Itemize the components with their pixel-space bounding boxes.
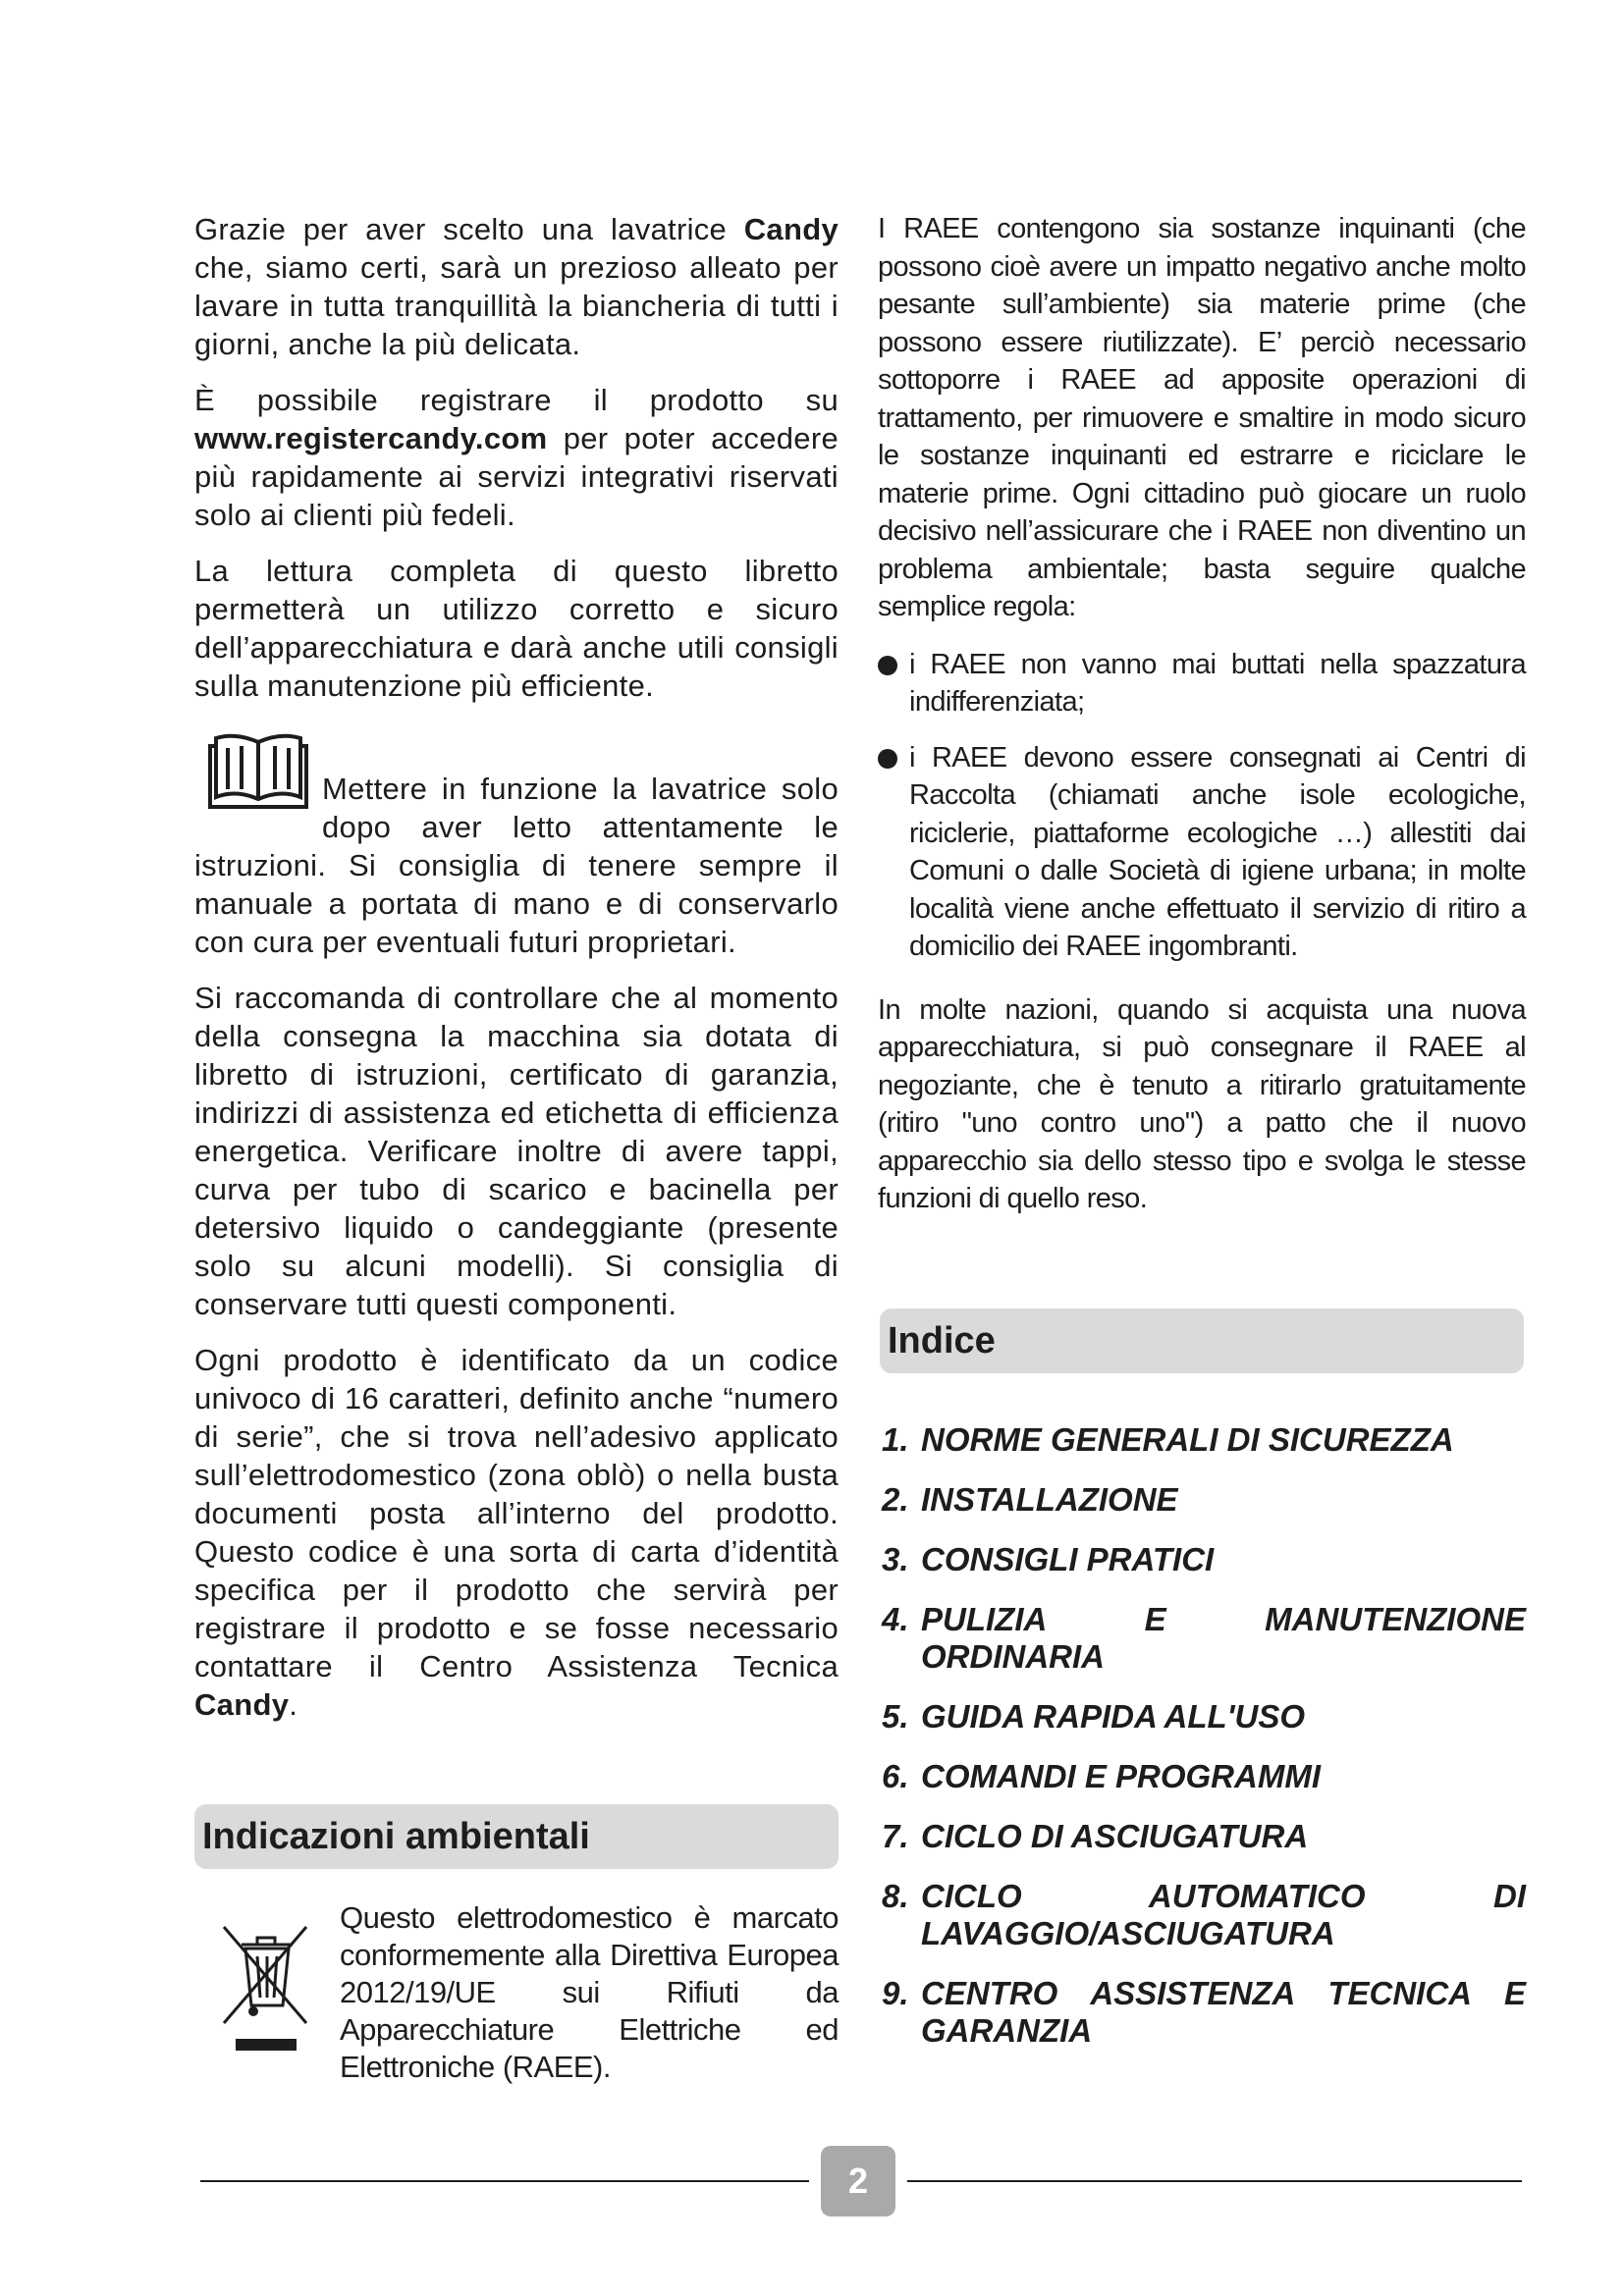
- page-number: 2: [821, 2146, 895, 2216]
- toc-item[interactable]: 9. CENTRO ASSISTENZA TECNICA E GARANZIA: [882, 1975, 1526, 2049]
- raee-intro-paragraph: I RAEE contengono sia sostanze inquinanti (che possono cioè avere un impatto negativo anche molto pesante sull’ambiente) sia materie prime (che possono essere riutilizzate). E’ perciò necessario sottoporre i RAEE ad apposite operazioni di trattamento, per rimuovere e smaltire in modo sicuro le sostanze inquinanti ed estrarre e riciclare le materie prime. Ogni cittadino può giocare un ruolo decisivo nell’assicurare che i RAEE non diventino un problema ambientale; basta seguire qualche semplice regola:: [878, 213, 1526, 622]
- raee-rules-list: [878, 646, 1526, 966]
- toc-item[interactable]: 4. PULIZIA E MANUTENZIONE ORDINARIA: [882, 1601, 1526, 1675]
- toc-item[interactable]: 7. CICLO DI ASCIUGATURA: [882, 1818, 1309, 1854]
- bullet-icon: [878, 656, 897, 675]
- list-item: i RAEE devono essere consegnati ai Centri di Raccolta (chiamati anche isole ecologiche, riciclerie, piattaforme ecologiche …) allestiti dai Comuni o dalle Società di igiene urbana; in molte località viene anche effettuato il servizio di ritiro a domicilio dei RAEE ingombranti.: [878, 739, 1526, 966]
- register-url[interactable]: www.registercandy.com: [194, 421, 548, 455]
- toc-item[interactable]: 3. CONSIGLI PRATICI: [882, 1541, 1215, 1577]
- toc-item[interactable]: 5. GUIDA RAPIDA ALL'USO: [882, 1698, 1306, 1735]
- manual-note-text: Mettere in funzione la lavatrice solo dopo aver letto attentamente le istruzioni. Si consiglia di tenere sempre il manuale a portata di mano e di conservarlo con cura per eventuali futuri proprietari.: [194, 772, 839, 959]
- environment-text: Questo elettrodomestico è marcato conformemente alla Direttiva Europea 2012/19/UE sui Rifiuti da Apparecchiature Elettriche ed Elettroniche (RAEE).: [340, 1900, 839, 2084]
- register-paragraph: È possibile registrare il prodotto su www.registercandy.com per poter accedere più rapidamente ai servizi integrativi riservati solo ai clienti più fedeli.: [194, 383, 839, 532]
- right-column: [878, 210, 1526, 1238]
- footer-divider-right: [907, 2180, 1522, 2182]
- table-of-contents: [882, 1421, 1526, 2072]
- toc-item[interactable]: 2. INSTALLAZIONE: [882, 1481, 1178, 1518]
- brand-name: Candy: [194, 1687, 290, 1722]
- index-heading: Indice: [880, 1308, 1524, 1373]
- reading-paragraph: La lettura completa di questo libretto permetterà un utilizzo corretto e sicuro dell’apparecchiatura e darà anche utili consigli sulla manutenzione più efficiente.: [194, 554, 839, 703]
- bullet-icon: [878, 749, 897, 769]
- toc-item[interactable]: 1. NORME GENERALI DI SICUREZZA: [882, 1421, 1454, 1458]
- toc-item[interactable]: 8. CICLO AUTOMATICO DI LAVAGGIO/ASCIUGATURA: [882, 1878, 1526, 1951]
- crossed-out-bin-icon: [218, 1919, 312, 2056]
- serial-number-paragraph: Ogni prodotto è identificato da un codice univoco di 16 caratteri, definito anche “numero di serie”, che si trova nell’adesivo applicato sull’elettrodomestico (zona oblò) o nella busta documenti posta all’interno del prodotto. Questo codice è una sorta di carta d’identità specifica per il prodotto che servirà per registrare il prodotto e se fosse necessario contattare il Centro Assistenza Tecnica Candy.: [194, 1343, 839, 1722]
- left-column: [194, 210, 839, 1741]
- open-book-icon: [206, 728, 310, 811]
- retailer-paragraph: In molte nazioni, quando si acquista una nuova apparecchiatura, si può consegnare il RAEE al negoziante, che è tenuto a ritirarlo gratuitamente (ritiro "uno contro uno") a patto che il nuovo apparecchio sia dello stesso tipo e svolga le stesse funzioni di quello reso.: [878, 993, 1526, 1214]
- list-item: i RAEE non vanno mai buttati nella spazzatura indifferenziata;: [878, 646, 1526, 721]
- delivery-check-paragraph: Si raccomanda di controllare che al momento della consegna la macchina sia dotata di libretto di istruzioni, certificato di garanzia, indirizzi di assistenza ed etichetta di efficienza energetica. Verificare inoltre di avere tappi, curva per tubo di scarico e bacinella per detersivo liquido o candeggiante (presente solo su alcuni modelli). Si consiglia di conservare tutti questi componenti.: [194, 981, 839, 1321]
- footer-divider-left: [200, 2180, 809, 2182]
- intro-paragraph: Grazie per aver scelto una lavatrice Candy che, siamo certi, sarà un prezioso alleato per lavare in tutta tranquillità la biancheria di tutti i giorni, anche la più delicata.: [194, 212, 839, 361]
- toc-item[interactable]: 6. COMANDI E PROGRAMMI: [882, 1758, 1321, 1794]
- environment-heading: Indicazioni ambientali: [194, 1804, 839, 1869]
- brand-name: Candy: [743, 212, 839, 246]
- manual-note: [194, 722, 839, 961]
